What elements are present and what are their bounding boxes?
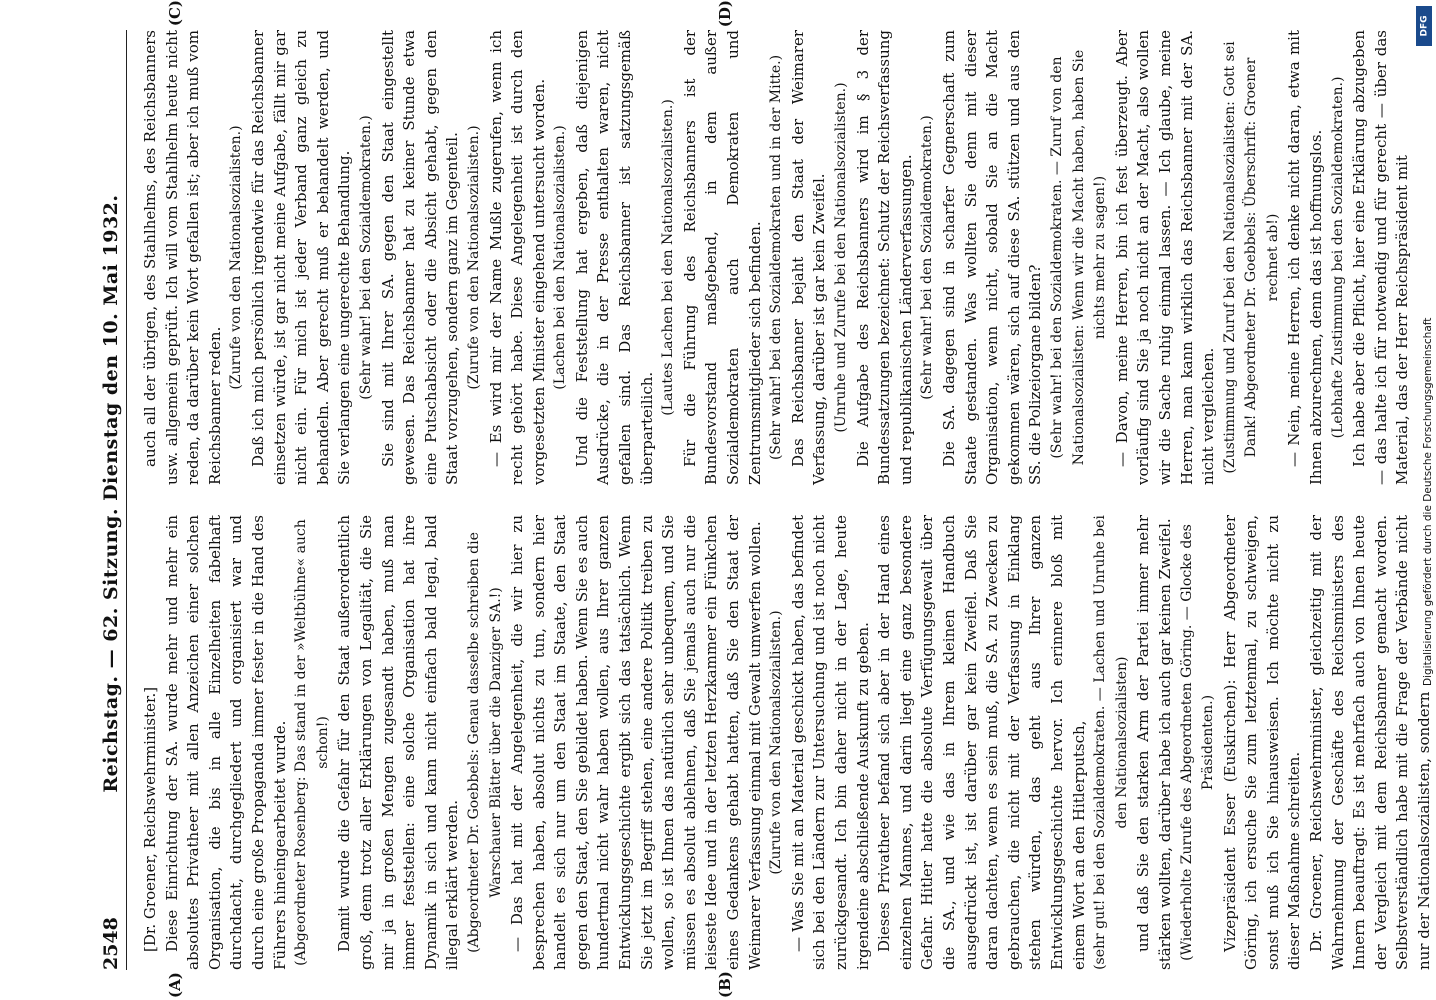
paragraph: auch all der übrigen, des Stahlhelms, des Reichsbanners usw. allgemein geprüft. Ich will vom Stahlhelm heute nicht reden, da darüber kein Wort gefallen ist; aber ich muß vom Reichsbanner reden. [141, 30, 224, 485]
interjection: (Zustimmung und Zuruf bei den Nationalsozialisten: Gott sei Dank! Abgeordneter Dr. Goebbels: Überschrift: Groener rechnet ab!) [1221, 41, 1281, 474]
paragraph: [Dr. Groener, Reichswehrminister.] [141, 686, 159, 952]
paragraph: und daß Sie den starken Arm der Partei immer mehr stärken wollten, darüber habe ich auch gar keinen Zweifel. [1134, 515, 1174, 970]
paragraph: Dieses Privatheer befand sich aber in der Hand eines einzelnen Mannes, und darin liegt eine ganz besondere Gefahr. Hitler hatte die absolute Verfügungsgewalt über die SA., und wie das in Ihrem kleinen Handbuch ausgedrückt ist, ist darüber gar kein Zweifel. Daß Sie daran dachten, wenn es sein muß, die SA. zu Zwecken zu gebrauchen, die nicht mit der Verfassung in Einklang stehen würden, das geht aus Ihrer ganzen Entwicklungsgeschichte hervor. Ich erinnere bloß mit einem Wort an den Hitlerputsch, [875, 515, 1088, 970]
interjection: (Unruhe und Zurufe bei den Nationalsozialisten.) [833, 82, 849, 433]
paragraph: Das Reichsbanner bejaht den Staat der Weimarer Verfassung, darüber ist gar kein Zweifel. [788, 30, 829, 485]
paragraph: Und die Feststellung hat ergeben, daß diejenigen Ausdrücke, die in der Presse enthalten waren, nicht gefallen sind. Das Reichsbanner ist satzungsgemäß überparteilich. [572, 30, 656, 485]
interjection: (Abgeordneter Dr. Goebbels: Genau dasselbe schreiben die Warschauer Blätter über die Danziger SA.!) [465, 532, 504, 953]
paragraph: Für die Führung des Reichsbanners ist der Bundesvorstand maßgebend, in dem außer Sozialdemokraten auch Demokraten und Zentrumsmitglieder sich befinden. [680, 30, 764, 485]
paragraph: Vizepräsident Esser (Euskirchen): Herr Abgeordneter Göring, ich ersuche Sie zum letztenmal, zu schweigen, sonst muß ich Sie hinausweisen. Ich möchte nicht zu dieser Maßnahme schreiten. [1220, 515, 1304, 970]
interjection: (Sehr wahr! bei den Sozialdemokraten. — Zuruf von den Nationalsozialisten: Wenn wir die Macht haben, haben Sie nichts mehr zu sagen!) [1048, 49, 1109, 466]
dfg-logo-text: DFG [1419, 15, 1430, 37]
paragraph: — Nein, meine Herren, ich denke nicht daran, etwa mit Ihnen abzurechnen, denn das ist hoffnungslos. [1285, 30, 1326, 485]
margin-mark-c: (C) [166, 0, 184, 27]
interjection: (Sehr wahr! bei den Sozialdemokraten.) [919, 115, 936, 400]
digitization-strip [1410, 0, 1434, 1000]
interjection: (Abgeordneter Rosenberg: Das stand in der »Weltbühne« auch schon!) [293, 519, 331, 966]
interjection: (Zurufe von den Nationalsozialisten.) [228, 125, 245, 390]
page-number: 2548 [100, 917, 122, 970]
dfg-logo [1416, 6, 1432, 46]
paragraph: — Das hat mit der Angelegenheit, die wir hier zu besprechen haben, absolut nichts zu tun, sondern hier handelt es sich nur um den Staat im Staate, den Staat gegen den Staat, den Sie gebildet haben. Wenn Sie es auch hundertmal nicht wahr haben wollen, aus Ihrer ganzen Entwicklungsgeschichte ergibt sich das tatsächlich. Wenn Sie jetzt im Begriff stehen, eine andere Politik treiben zu wollen, so ist Ihnen das natürlich sehr unbequem, und Sie müssen es absolut ablehnen, daß Sie jemals auch nur die leiseste Idee und in der letzten Herzkammer ein Fünkchen eines Gedankens gehabt hatten, daß Sie den Staat der Weimarer Verfassung einmal mit Gewalt umwerfen wollen. [508, 515, 764, 970]
paragraph: — Es wird mir der Name Mußle zugerufen, wenn ich recht gehört habe. Diese Angelegenheit ist durch den vorgesetzten Minister eingehend untersucht worden. [486, 30, 548, 485]
digitization-credit: Digitalisierung gefördert durch die Deutsche Forschungsgemeinschaft [1422, 317, 1434, 686]
paragraph: — Was Sie mit an Material geschickt haben, das befindet sich bei den Ländern zur Untersuchung und ist noch nicht zurückgesandt. Ich bin daher nicht in der Lage, heute irgendeine abschließende Auskunft zu geben. [788, 515, 872, 970]
paragraph: Die Aufgabe des Reichsbanners wird im § 3 der Bundessatzungen bezeichnet: Schutz der Reichsverfassung und republikanischen Länderverfassungen. [853, 30, 915, 485]
interjection: (Lautes Lachen bei den Nationalsozialisten.) [660, 99, 677, 416]
page-header [96, 30, 127, 970]
interjection: (Sehr wahr! bei den Sozialdemokraten.) [357, 115, 374, 400]
margin-mark-b: (B) [716, 971, 734, 998]
interjection: (Wiederholte Zurufe des Abgeordneten Göring. — Glocke des Präsidenten.) [1178, 524, 1217, 961]
interjection: (Zurufe von den Nationalsozialisten.) [768, 610, 785, 875]
left-column [140, 515, 1434, 970]
paragraph: — Davon, meine Herren, bin ich fest überzeugt. Aber vorläufig sind Sie ja noch nicht an der Macht, also wollen wir die Sache ruhig einmal lassen. — Ich glaube, meine Herren, man kann wirklich das Reichsbanner mit der SA. nicht vergleichen. [1112, 30, 1218, 485]
paragraph: Daß ich mich persönlich irgendwie für das Reichsbanner einsetzen würde, ist gar nicht meine Aufgabe, fällt mir gar nicht ein. Für mich ist jeder Verband ganz gleich zu behandeln. Aber gerecht muß er behandelt werden, und Sie verlangen eine ungerechte Behandlung. [248, 30, 354, 485]
paragraph: Damit wurde die Gefahr für den Staat außerordentlich groß, denn trotz aller Erklärungen von Legalität, die Sie mir ja in großen Mengen zugesandt haben, muß man immer feststellen: eine solche Organisation hat ihre Dynamik in sich und kann nicht einfach bald legal, bald illegal erklärt werden. [335, 515, 462, 970]
page-title: Reichstag. — 62. Sitzung. Dienstag den 10. Mai 1932. [100, 194, 122, 793]
right-column [140, 30, 1412, 485]
margin-mark-a: (A) [166, 972, 184, 998]
paragraph: Diese Einrichtung der SA. wurde mehr und mehr ein absolutes Privatheer mit allen Anzeichen einer solchen Organisation, die bis in alle Einzelheiten fabelhaft durchdacht, durchgegliedert und organisiert war und durch eine große Propaganda immer fester in die Hand des Führers hineingearbeitet wurde. [162, 515, 289, 970]
interjection: (Lebhafte Zustimmung bei den Sozialdemokraten.) [1329, 76, 1346, 439]
interjection: (Zurufe von den Nationalsozialisten.) [465, 125, 482, 390]
interjection: (Sehr wahr! bei den Sozialdemokraten und in der Mitte.) [768, 54, 785, 461]
paragraph: Die SA. dagegen sind in scharfer Gegnerschaft zum Staate gestanden. Was wollten Sie denn mit dieser Organisation, wenn nicht, sobald Sie an die Macht gekommen wären, sich auf diese SA. stützen und aus den SS. die Polizeiorgane bilden? [939, 30, 1045, 485]
interjection: (sehr gut! bei den Sozialdemokraten. — Lachen und Unruhe bei den Nationalsozialisten) [1092, 515, 1130, 970]
paragraph: Dr. Groener, Reichswehrminister, gleichzeitig mit der Wahrnehmung der Geschäfte des Reichsministers des Innern beauftragt: Es ist mehrfach auch von Ihnen heute der Vergleich mit dem Reichsbanner gemacht worden. Selbstverständlich habe mit die Frage der Verbände nicht nur der Nationalsozialisten, sondern [1307, 515, 1434, 970]
interjection: (Lachen bei den Nationalsozialisten.) [552, 125, 569, 390]
paragraph: Ich habe aber die Pflicht, hier eine Erklärung abzugeben — das halte ich für notwendig und für gerecht — über das Material, das der Herr Reichspräsident mit [1350, 30, 1412, 485]
paragraph: Sie sind mit Ihrer SA. gegen den Staat eingestellt gewesen. Das Reichsbanner hat zu keiner Stunde etwa eine Putschabsicht oder die Absicht gehabt, gegen den Staat vorzugehen, sondern ganz im Gegenteil. [378, 30, 462, 485]
margin-mark-d: (D) [716, 0, 734, 28]
